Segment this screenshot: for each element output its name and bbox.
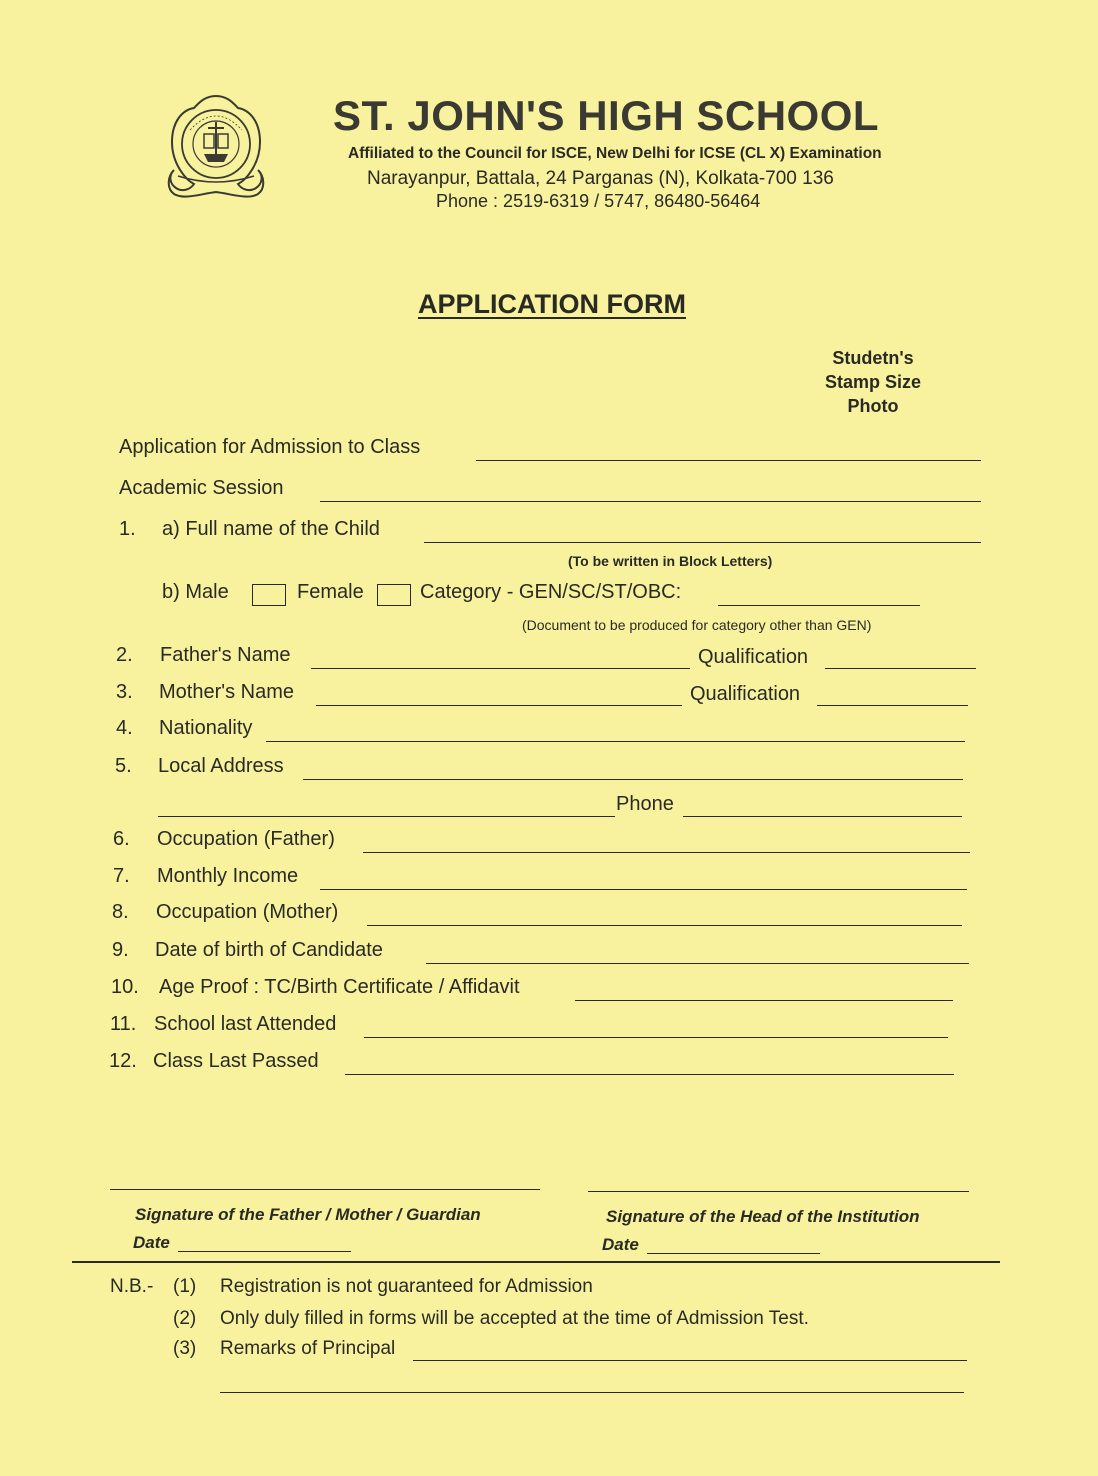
nb-prefix: N.B.- xyxy=(110,1276,154,1297)
local-address-field-line2[interactable] xyxy=(158,816,615,817)
item-number: 10. xyxy=(111,976,139,998)
item-number: 1. xyxy=(119,518,136,540)
monthly-income-field[interactable] xyxy=(320,889,967,890)
age-proof-label: Age Proof : TC/Birth Certificate / Affidavit xyxy=(159,976,520,998)
category-field[interactable] xyxy=(718,605,920,606)
male-label: b) Male xyxy=(162,581,229,603)
section-divider xyxy=(72,1261,1000,1263)
admission-class-label: Application for Admission to Class xyxy=(119,436,421,458)
occupation-father-label: Occupation (Father) xyxy=(157,828,335,850)
child-name-label: a) Full name of the Child xyxy=(162,518,380,540)
school-last-attended-field[interactable] xyxy=(364,1037,948,1038)
nationality-field[interactable] xyxy=(266,741,965,742)
block-letters-note: (To be written in Block Letters) xyxy=(568,553,773,569)
note-registration: Registration is not guaranteed for Admission xyxy=(220,1276,593,1297)
form-title: APPLICATION FORM xyxy=(418,289,686,319)
note-number: (3) xyxy=(173,1338,197,1359)
item-number: 11. xyxy=(110,1013,137,1035)
local-address-label: Local Address xyxy=(158,755,284,777)
nationality-label: Nationality xyxy=(159,717,253,739)
female-label: Female xyxy=(297,581,364,603)
head-date-label: Date xyxy=(602,1235,639,1254)
item-number: 4. xyxy=(116,717,133,739)
item-number: 5. xyxy=(115,755,132,777)
guardian-signature-field[interactable] xyxy=(110,1189,540,1190)
class-last-passed-label: Class Last Passed xyxy=(153,1050,319,1072)
mother-qualification-field[interactable] xyxy=(817,705,968,706)
note-filled-forms: Only duly filled in forms will be accepted at the time of Admission Test. xyxy=(220,1308,809,1329)
category-label: Category - GEN/SC/ST/OBC: xyxy=(420,581,682,603)
item-number: 2. xyxy=(116,644,133,666)
academic-session-field[interactable] xyxy=(320,501,981,502)
academic-session-label: Academic Session xyxy=(119,477,284,499)
mother-name-field[interactable] xyxy=(316,705,682,706)
admission-class-field[interactable] xyxy=(476,460,981,461)
age-proof-field[interactable] xyxy=(575,1000,953,1001)
school-last-attended-label: School last Attended xyxy=(154,1013,337,1035)
note-number: (2) xyxy=(173,1308,197,1329)
head-signature-field[interactable] xyxy=(588,1191,969,1192)
occupation-father-field[interactable] xyxy=(363,852,970,853)
guardian-signature-label: Signature of the Father / Mother / Guardian xyxy=(135,1205,481,1224)
school-crest-logo xyxy=(164,92,268,200)
phone-field[interactable] xyxy=(683,816,962,817)
affiliation-text: Affiliated to the Council for ISCE, New Delhi for ICSE (CL X) Examination xyxy=(348,145,882,162)
item-number: 12. xyxy=(109,1050,137,1072)
child-name-field[interactable] xyxy=(424,542,981,543)
father-qualification-label: Qualification xyxy=(698,646,809,668)
female-checkbox[interactable] xyxy=(377,584,411,606)
item-number: 8. xyxy=(112,901,129,923)
class-last-passed-field[interactable] xyxy=(345,1074,954,1075)
item-number: 6. xyxy=(113,828,130,850)
occupation-mother-field[interactable] xyxy=(367,925,962,926)
head-date-field[interactable] xyxy=(647,1253,820,1254)
monthly-income-label: Monthly Income xyxy=(157,865,299,887)
principal-remarks-field[interactable] xyxy=(413,1360,967,1361)
note-number: (1) xyxy=(173,1276,197,1297)
mother-qualification-label: Qualification xyxy=(690,683,801,705)
father-qualification-field[interactable] xyxy=(825,668,976,669)
photo-placeholder-label: Studetn's Stamp Size Photo xyxy=(824,348,922,416)
phone-label: Phone xyxy=(616,793,674,815)
guardian-date-field[interactable] xyxy=(178,1251,351,1252)
guardian-date-label: Date xyxy=(133,1233,170,1252)
male-checkbox[interactable] xyxy=(252,584,286,606)
local-address-field[interactable] xyxy=(303,779,963,780)
dob-field[interactable] xyxy=(426,963,969,964)
item-number: 7. xyxy=(113,865,130,887)
dob-label: Date of birth of Candidate xyxy=(155,939,383,961)
school-address: Narayanpur, Battala, 24 Parganas (N), Kolkata-700 136 xyxy=(367,168,834,189)
item-number: 9. xyxy=(112,939,129,961)
head-signature-label: Signature of the Head of the Institution xyxy=(606,1207,920,1226)
occupation-mother-label: Occupation (Mother) xyxy=(156,901,339,923)
father-name-label: Father's Name xyxy=(160,644,291,666)
item-number: 3. xyxy=(116,681,133,703)
father-name-field[interactable] xyxy=(311,668,690,669)
principal-remarks-field-line2[interactable] xyxy=(220,1392,964,1393)
school-name: ST. JOHN'S HIGH SCHOOL xyxy=(333,92,880,139)
school-phone: Phone : 2519-6319 / 5747, 86480-56464 xyxy=(436,191,761,211)
mother-name-label: Mother's Name xyxy=(159,681,294,703)
principal-remarks-label: Remarks of Principal xyxy=(220,1338,396,1359)
category-note: (Document to be produced for category other than GEN) xyxy=(522,617,872,633)
